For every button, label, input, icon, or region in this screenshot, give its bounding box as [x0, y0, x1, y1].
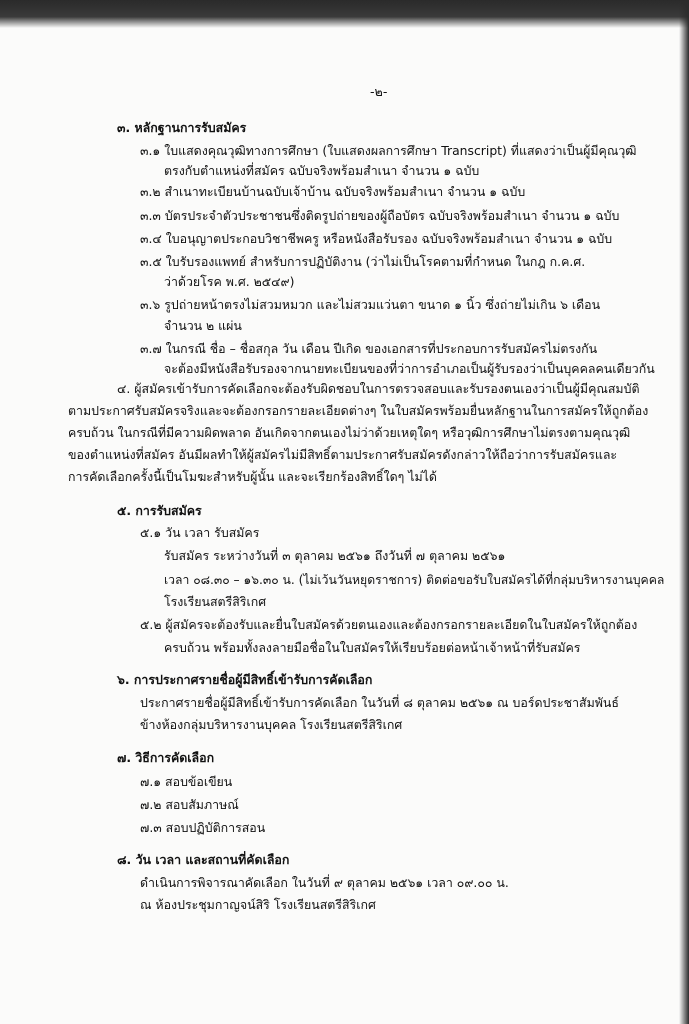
- section-7-heading: ๗. วิธีการคัดเลือก: [117, 750, 215, 765]
- section-3-item-7: ๓.๗ ในกรณี ชื่อ – ชื่อสกุล วัน เดือน ปีเกิด ของเอกสารที่ประกอบการรับสมัครไม่ตรงกัน: [140, 341, 598, 356]
- section-5-item-2: ๕.๒ ผู้สมัครจะต้องรับและยื่นใบสมัครด้วยตนเองและต้องกรอกรายละเอียดในใบสมัครให้ถูกต้อง: [140, 617, 638, 632]
- section-3-item-6: ๓.๖ รูปถ่ายหน้าตรงไม่สวมหมวก และไม่สวมแว่นตา ขนาด ๑ นิ้ว ซึ่งถ่ายไม่เกิน ๖ เดือน: [140, 297, 601, 312]
- section-6-line-1: ประกาศรายชื่อผู้มีสิทธิ์เข้ารับการคัดเลือก ในวันที่ ๘ ตุลาคม ๒๕๖๑ ณ บอร์ดประชาสัมพันธ์: [140, 695, 619, 710]
- section-5-item-1-dates: รับสมัคร ระหว่างวันที่ ๓ ตุลาคม ๒๕๖๑ ถึงวันที่ ๗ ตุลาคม ๒๕๖๑: [164, 548, 506, 563]
- section-3-item-2: ๓.๒ สำเนาทะเบียนบ้านฉบับเจ้าบ้าน ฉบับจริงพร้อมสำเนา จำนวน ๑ ฉบับ: [140, 184, 526, 199]
- section-5-item-1-title: ๕.๑ วัน เวลา รับสมัคร: [140, 525, 260, 540]
- section-4-line-1: ๔. ผู้สมัครเข้ารับการคัดเลือกจะต้องรับผิดชอบในการตรวจสอบและรับรองตนเองว่าเป็นผู้มีคุณสมบัติ: [117, 381, 640, 396]
- section-7-item-3: ๗.๓ สอบปฏิบัติการสอน: [140, 820, 266, 835]
- section-6-line-2: ข้างห้องกลุ่มบริหารงานบุคคล โรงเรียนสตรีสิริเกศ: [140, 717, 403, 732]
- section-6-heading: ๖. การประกาศรายชื่อผู้มีสิทธิ์เข้ารับการคัดเลือก: [117, 672, 373, 687]
- section-4-line-2: ตามประกาศรับสมัครจริงและจะต้องกรอกรายละเอียดต่างๆ ในใบสมัครพร้อมยื่นหลักฐานในการสมัครให้ถูกต้อง: [68, 403, 649, 418]
- section-3-item-5: ๓.๕ ใบรับรองแพทย์ สำหรับการปฏิบัติงาน (ว่าไม่เป็นโรคตามที่กำหนด ในกฎ ก.ค.ศ.: [140, 254, 586, 269]
- section-7-item-2: ๗.๒ สอบสัมภาษณ์: [140, 797, 239, 812]
- section-5-item-1-place: โรงเรียนสตรีสิริเกศ: [164, 594, 267, 609]
- section-4-line-5: การคัดเลือกครั้งนี้เป็นโมฆะสำหรับผู้นั้น และจะเรียกร้องสิทธิ์ใดๆ ไม่ได้: [68, 469, 437, 484]
- section-4-line-3: ครบถ้วน ในกรณีที่มีความผิดพลาด อันเกิดจากตนเองไม่ว่าด้วยเหตุใดๆ หรือวุฒิการศึกษาไม่ตรงตามคุณวุฒิ: [68, 425, 631, 440]
- section-3-item-1: ๓.๑ ใบแสดงคุณวุฒิทางการศึกษา (ใบแสดงผลการศึกษา Transcript) ที่แสดงว่าเป็นผู้มีคุณวุฒิ: [140, 143, 637, 158]
- section-8-line-2: ณ ห้องประชุมกาญจน์สิริ โรงเรียนสตรีสิริเกศ: [140, 897, 376, 912]
- section-8-heading: ๘. วัน เวลา และสถานที่คัดเลือก: [117, 852, 290, 867]
- section-3-heading: ๓. หลักฐานการรับสมัคร: [117, 120, 247, 135]
- section-8-line-1: ดำเนินการพิจารณาคัดเลือก ในวันที่ ๙ ตุลาคม ๒๕๖๑ เวลา ๐๙.๐๐ น.: [140, 875, 509, 890]
- section-5-item-1-time: เวลา ๐๘.๓๐ – ๑๖.๓๐ น. (ไม่เว้นวันหยุดราชการ) ติดต่อขอรับใบสมัครได้ที่กลุ่มบริหารงานบุคคล: [164, 573, 665, 587]
- section-3-item-4: ๓.๔ ใบอนุญาตประกอบวิชาชีพครู หรือหนังสือรับรอง ฉบับจริงพร้อมสำเนา จำนวน ๑ ฉบับ: [140, 231, 613, 246]
- section-4-line-4: ของตำแหน่งที่สมัคร อันมีผลทำให้ผู้สมัครไม่มีสิทธิ์ตามประกาศรับสมัครดังกล่าวให้ถือว่าการรับสมัครและ: [68, 447, 618, 462]
- section-3-item-3: ๓.๓ บัตรประจำตัวประชาชนซึ่งติดรูปถ่ายของผู้ถือบัตร ฉบับจริงพร้อมสำเนา จำนวน ๑ ฉบับ: [140, 208, 620, 223]
- section-3-item-6-cont: จำนวน ๒ แผ่น: [164, 318, 242, 333]
- section-5-item-2-cont: ครบถ้วน พร้อมทั้งลงลายมือชื่อในใบสมัครให้เรียบร้อยต่อหน้าเจ้าหน้าที่รับสมัคร: [164, 640, 581, 655]
- section-5-heading: ๕. การรับสมัคร: [117, 503, 202, 518]
- section-3-item-7-cont: จะต้องมีหนังสือรับรองจากนายทะเบียนของที่ว่าการอำเภอเป็นผู้รับรองว่าเป็นบุคคลคนเดียวกัน: [164, 361, 655, 376]
- section-7-item-1: ๗.๑ สอบข้อเขียน: [140, 774, 233, 789]
- section-3-item-1-cont: ตรงกับตำแหน่งที่สมัคร ฉบับจริงพร้อมสำเนา จำนวน ๑ ฉบับ: [164, 163, 480, 178]
- section-3-item-5-cont: ว่าด้วยโรค พ.ศ. ๒๕๔๙): [164, 274, 295, 289]
- page-number: -๒-: [370, 84, 388, 99]
